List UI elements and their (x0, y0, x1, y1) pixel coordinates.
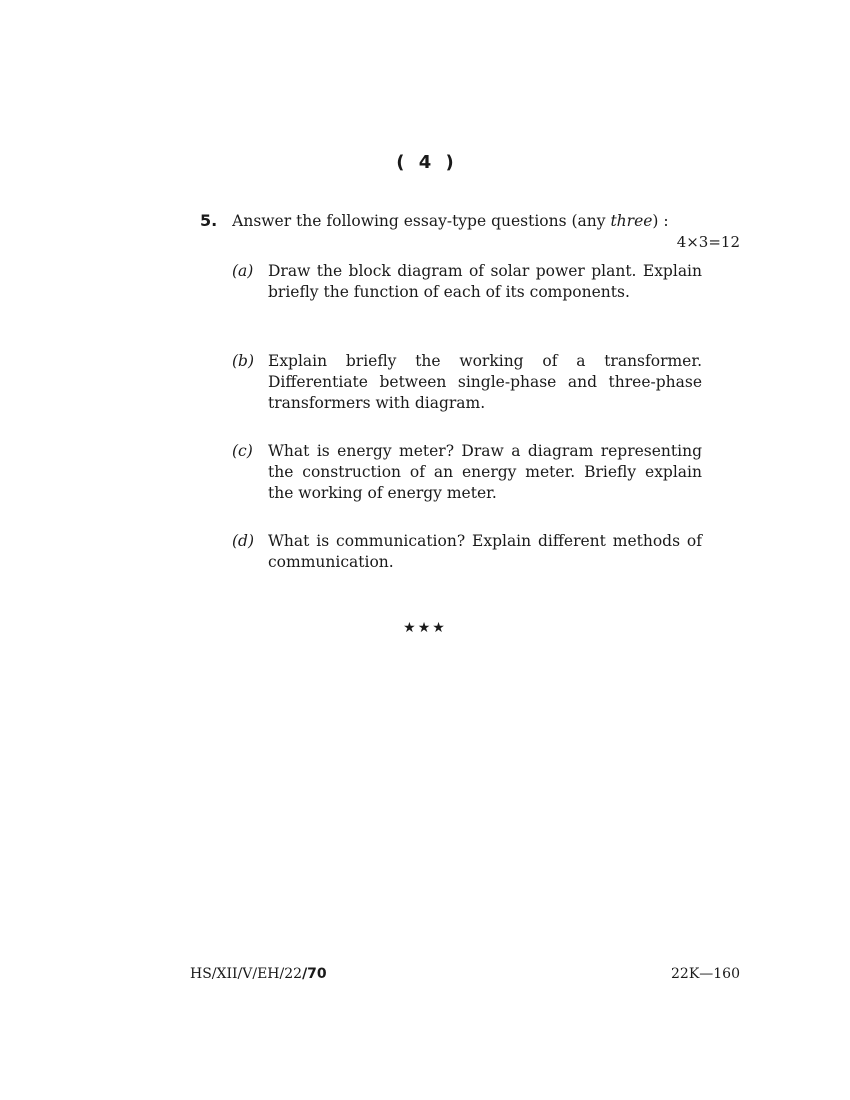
end-of-paper-mark: ★★★ (403, 620, 447, 636)
question-number: 5. (200, 211, 218, 230)
sub-question-label: (d) (232, 532, 255, 550)
page-number: ( 4 ) (396, 152, 454, 173)
sub-question-text: What is communication? Explain different methods of communication. (268, 532, 702, 571)
prompt-prefix: Answer the following essay-type questions (any (232, 212, 611, 230)
paper-code-prefix: HS/XII/V/EH/22 (190, 966, 303, 982)
sub-question-label: (c) (232, 442, 253, 460)
sub-question-text: What is energy meter? Draw a diagram representing the construction of an energy meter. Briefly explain the working of energy meter. (268, 442, 702, 502)
sub-question-label: (a) (232, 262, 254, 280)
question-prompt (232, 212, 668, 230)
paper-code-suffix: /70 (302, 966, 327, 982)
sub-question-d (232, 531, 702, 573)
sub-question-c (232, 441, 702, 504)
sub-question-text: Explain briefly the working of a transformer. Differentiate between single-phase and three-phase transformers with diagram. (268, 352, 702, 412)
sub-question-text: Draw the block diagram of solar power plant. Explain briefly the function of each of its components. (268, 262, 702, 301)
sub-question-label: (b) (232, 352, 255, 370)
marks-allocation: 4×3=12 (676, 233, 740, 251)
sub-question-a (232, 261, 702, 303)
prompt-suffix: ) : (652, 212, 669, 230)
prompt-emphasis: three (610, 212, 653, 230)
print-code: 22K—160 (671, 966, 740, 982)
sub-question-b (232, 351, 702, 414)
paper-code (190, 966, 327, 982)
question-header (200, 211, 669, 230)
